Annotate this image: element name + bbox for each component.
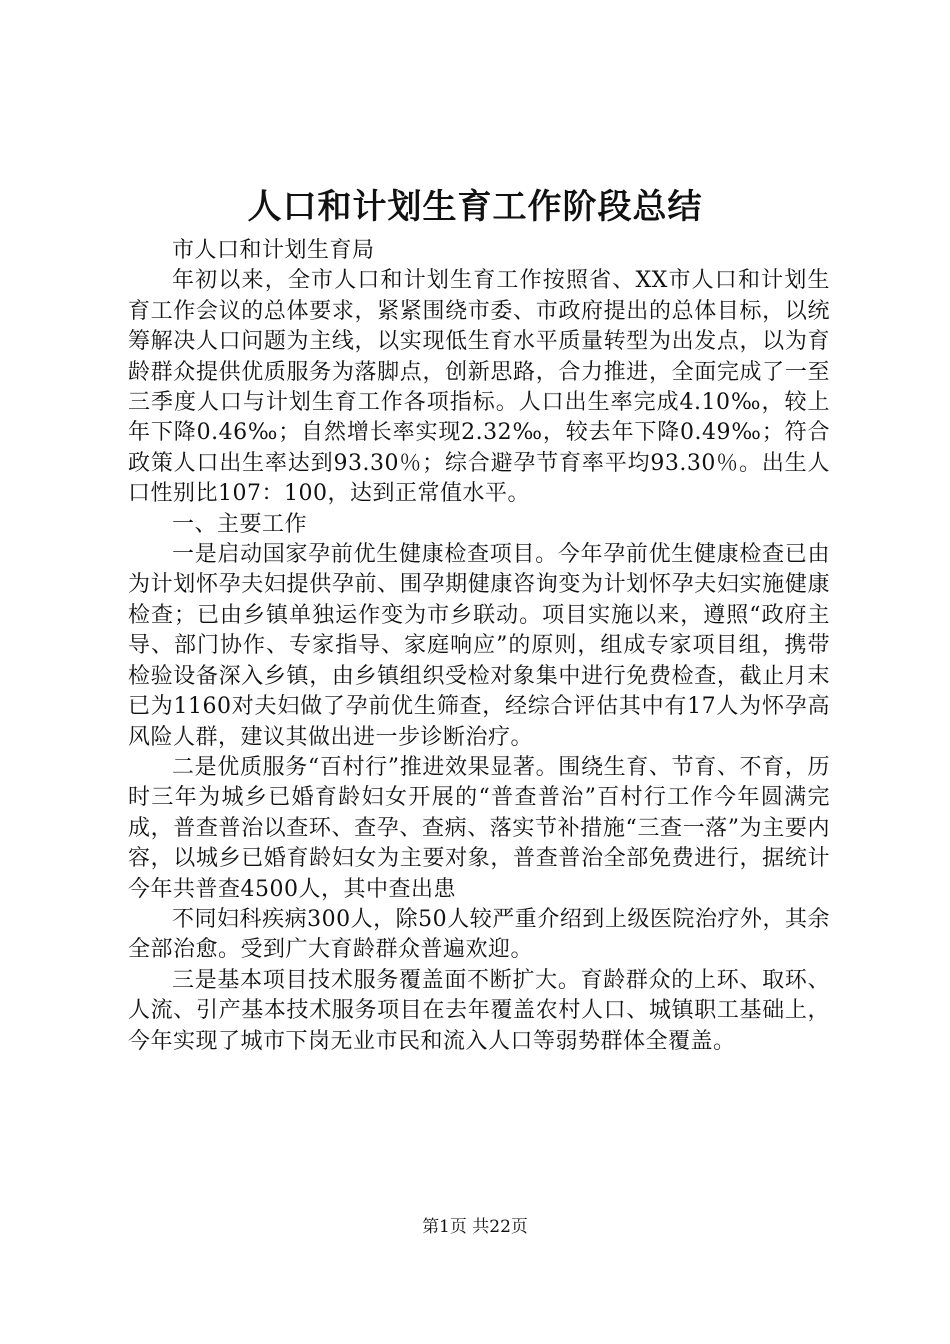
author-line: 市人口和计划生育局 — [172, 238, 375, 263]
document-title: 人口和计划生育工作阶段总结 — [247, 187, 703, 227]
section-heading: 一、主要工作 — [172, 511, 308, 537]
body-paragraph: 三是基本项目技术服务覆盖面不断扩大。育龄群众的上环、取环、人流、引产基本技术服务项目在去年覆盖农村人口、城镇职工基础上，今年实现了城市下岗无业市民和流入人口等弱势群体全覆盖。 — [128, 967, 830, 1054]
body-paragraph: 不同妇科疾病300人，除50人较严重介绍到上级医院治疗外，其余全部治愈。受到广大育龄群众普遍欢迎。 — [128, 906, 830, 963]
page-number-footer: 第1页 共22页 — [422, 1217, 528, 1237]
body-paragraph: 一是启动国家孕前优生健康检查项目。今年孕前优生健康检查已由为计划怀孕夫妇提供孕前、围孕期健康咨询变为计划怀孕夫妇实施健康检查；已由乡镇单独运作变为市乡联动。项目实施以来，遵照“政府主导、部门协作、专家指导、家庭响应”的原则，组成专家项目组，携带检验设备深入乡镇，由乡镇组织受检对象集中进行免费检查，截止月末已为1160对夫妇做了孕前优生筛查，经综合评估其中有17人为怀孕高风险人群，建议其做出进一步诊断治疗。 — [128, 542, 830, 750]
intro-paragraph: 年初以来，全市人口和计划生育工作按照省、XX市人口和计划生育工作会议的总体要求，紧紧围绕市委、市政府提出的总体目标，以统筹解决人口问题为主线，以实现低生育水平质量转型为出发点，以为育龄群众提供优质服务为落脚点，创新思路，合力推进，全面完成了一至三季度人口与计划生育工作各项指标。人口出生率完成4.10‰，较上年下降0.46‰；自然增长率实现2.32‰，较去年下降0.49‰；符合政策人口出生率达到93.30％；综合避孕节育率平均93.30％。出生人口性别比107：100，达到正常值水平。 — [128, 268, 830, 507]
document-body — [128, 236, 830, 1057]
body-paragraph: 二是优质服务“百村行”推进效果显著。围绕生育、节育、不育，历时三年为城乡已婚育龄妇女开展的“普查普治”百村行工作今年圆满完成，普查普治以查环、查孕、查病、落实节补措施“三查一落”为主要内容，以城乡已婚育龄妇女为主要对象，普查普治全部免费进行，据统计今年共普查4500人，其中查出患 — [128, 754, 830, 902]
